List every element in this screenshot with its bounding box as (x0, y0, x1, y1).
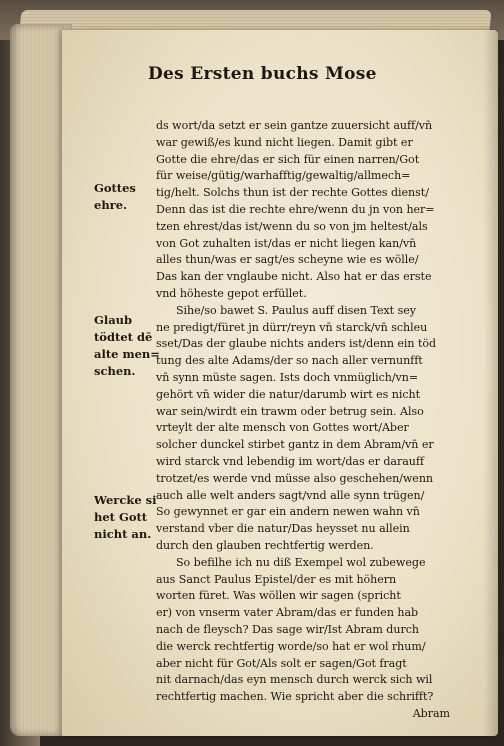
marginal-gloss (94, 312, 160, 380)
text-line: trotzet/es werde vnd müsse also geschehen/wenn (156, 471, 434, 485)
catchword: Abram (412, 706, 450, 720)
text-line: er) von vnserm vater Abram/das er funden hab (156, 606, 419, 620)
text-line: alles thun/was er sagt/es scheyne wie es wölle/ (156, 253, 419, 267)
text-line: aber nicht für Got/Als solt er sagen/Got fragt (156, 656, 407, 670)
text-line: tung des alte Adams/der so nach aller vernunfft (156, 354, 423, 368)
gloss-line: het Gott (94, 510, 148, 524)
gloss-line: ehre. (94, 198, 128, 212)
text-line: vnd höheste gepot erfüllet. (156, 286, 307, 300)
gloss-line: schen. (94, 364, 136, 378)
text-line: aus Sanct Paulus Epistel/der es mit höhern (156, 572, 397, 586)
text-line: So befilhe ich nu diß Exempel wol zubewege (176, 555, 426, 569)
text-line: für weise/gütig/warhafftig/gewaltig/allmech= (156, 169, 411, 183)
running-head: Des Ersten buchs Mose (148, 64, 377, 84)
text-line: worten füret. Was wöllen wir sagen (spricht (156, 589, 401, 603)
text-line: So gewynnet er gar ein andern newen wahn vn̄ (156, 505, 420, 519)
gloss-line: Gottes (94, 181, 136, 195)
text-line: solcher dunckel stirbet gantz in dem Abram/vn̄ er (156, 438, 434, 452)
text-line: gehört vn̄ wider die natur/darumb wirt es nicht (156, 387, 421, 401)
text-line: Das kan der vnglaube nicht. Also hat er das erste (156, 270, 432, 284)
text-line: nit darnach/das eyn mensch durch werck sich wil (156, 673, 433, 687)
marginal-gloss (94, 492, 160, 543)
text-line: die werck rechtfertig worde/so hat er wol rhum/ (156, 639, 426, 653)
text-line: von Got zuhalten ist/das er nicht liegen kan/vn̄ (156, 236, 417, 250)
text-line: durch den glauben rechtfertig werden. (156, 538, 374, 552)
body-text (156, 118, 456, 723)
text-line: ne predigt/füret jn dürr/reyn vn̄ starck/vn̄ schleu (156, 320, 428, 334)
text-line: tzen ehrest/das ist/wenn du so von jm heltest/als (156, 219, 428, 233)
text-line: Sihe/so bawet S. Paulus auff disen Text sey (176, 303, 416, 317)
text-line: Gotte die ehre/das er sich für einen narren/Got (156, 152, 420, 166)
text-line: vrteylt der alte mensch von Gottes wort/Aber (156, 421, 409, 435)
text-line: war gewiß/es kund nicht liegen. Damit gibt er (156, 135, 413, 149)
gloss-line: nicht an. (94, 527, 152, 541)
text-line: rechtfertig machen. Wie spricht aber die schrifft? (156, 690, 434, 704)
text-line: nach de fleysch? Das sage wir/Ist Abram durch (156, 622, 419, 636)
gloss-line: tödtet dē (94, 330, 153, 344)
text-line: wird starck vnd lebendig im wort/das er darauff (156, 454, 424, 468)
page-shadow (484, 30, 498, 736)
gloss-line: Wercke si (94, 493, 157, 507)
text-line: war sein/wirdt ein trawm oder betrug sein. Also (156, 404, 424, 418)
text-line: ds wort/da setzt er sein gantze zuuersicht auff/vn̄ (156, 119, 433, 132)
gloss-line: alte men= (94, 347, 160, 361)
text-line: verstand vber die natur/Das heysset nu allein (156, 522, 410, 536)
gloss-line: Glaub (94, 313, 133, 327)
text-line: vn̄ synn müste sagen. Ists doch vnmüglich/vn= (156, 370, 419, 384)
text-line: auch alle welt anders sagt/vnd alle synn trügen/ (156, 488, 425, 502)
text-line: sset/Das der glaube nichts anders ist/denn ein töd (156, 337, 437, 351)
text-line: Denn das ist die rechte ehre/wenn du jn von her= (156, 202, 435, 216)
text-line: tig/helt. Solchs thun ist der rechte Gottes dienst/ (156, 186, 429, 200)
marginal-gloss (94, 180, 160, 214)
